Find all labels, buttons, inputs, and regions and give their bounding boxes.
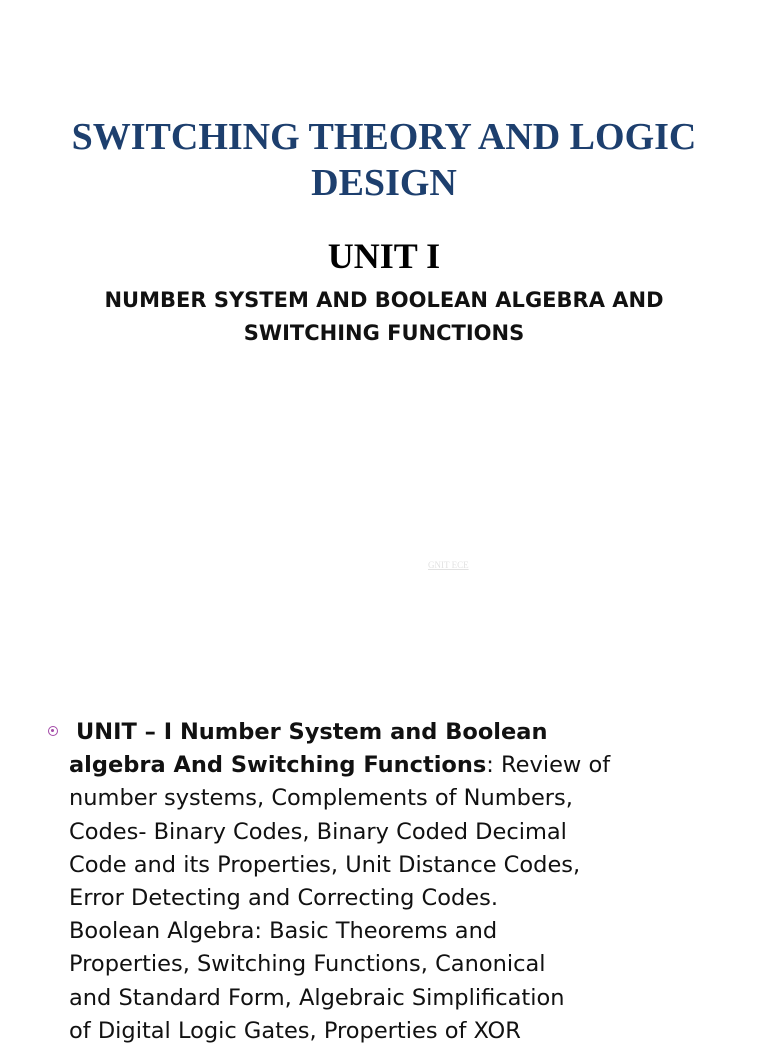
syllabus-colon: : bbox=[486, 752, 494, 779]
syllabus-line: Codes- Binary Codes, Binary Coded Decimal bbox=[69, 818, 567, 845]
title-line-1: SWITCHING THEORY AND LOGIC bbox=[71, 116, 697, 158]
watermark-link: GNIT ECE bbox=[428, 560, 469, 570]
slide-title bbox=[0, 114, 768, 206]
syllabus-line: number systems, Complements of Numbers, bbox=[69, 785, 573, 812]
unit-heading: UNIT I bbox=[327, 236, 441, 276]
syllabus-slide bbox=[0, 690, 768, 1044]
syllabus-text bbox=[69, 716, 668, 1048]
unit-topic bbox=[60, 284, 708, 350]
syllabus-line-2-rest: Review of bbox=[493, 752, 611, 779]
title-line-2: DESIGN bbox=[311, 162, 457, 204]
syllabus-bullet bbox=[48, 716, 668, 1048]
syllabus-line: Properties, Switching Functions, Canonical bbox=[69, 951, 546, 978]
syllabus-line: Error Detecting and Correcting Codes. bbox=[69, 885, 498, 912]
syllabus-heading-line-1: UNIT – I Number System and Boolean bbox=[76, 719, 548, 745]
syllabus-line: Code and its Properties, Unit Distance Codes, bbox=[69, 851, 581, 878]
circle-bullet-icon bbox=[48, 726, 58, 736]
syllabus-line: and Standard Form, Algebraic Simplification bbox=[69, 984, 565, 1011]
syllabus-line: Boolean Algebra: Basic Theorems and bbox=[69, 918, 498, 945]
syllabus-heading-line-2: algebra And Switching Functions bbox=[69, 752, 487, 779]
syllabus-line: of Digital Logic Gates, Properties of XOR bbox=[69, 1017, 521, 1044]
topic-line-1: NUMBER SYSTEM AND BOOLEAN ALGEBRA AND bbox=[104, 288, 664, 312]
topic-line-2: SWITCHING FUNCTIONS bbox=[243, 321, 525, 345]
